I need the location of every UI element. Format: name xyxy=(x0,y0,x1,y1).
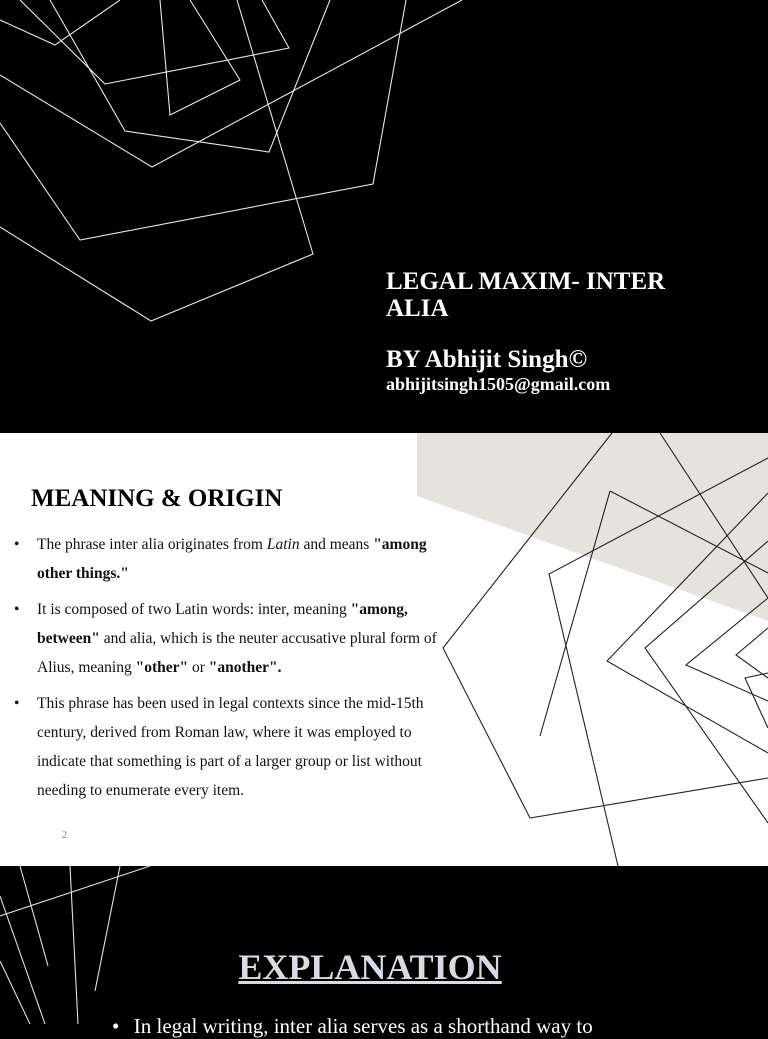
bullet-item xyxy=(14,530,439,588)
bullet-text: and means xyxy=(299,536,374,553)
bullet-text: "another". xyxy=(208,659,282,676)
bullet-text: In legal writing, inter alia serves as a shorthand way to xyxy=(133,1014,593,1038)
bullet-item xyxy=(14,595,439,682)
bullet-text: The phrase inter alia originates from xyxy=(37,536,267,553)
author-name: BY Abhijit Singh© xyxy=(386,346,588,373)
presentation-title: LEGAL MAXIM- INTER ALIA xyxy=(386,268,666,322)
author-email: abhijitsingh1505@gmail.com xyxy=(386,374,611,394)
section-heading: MEANING & ORIGIN xyxy=(31,485,283,512)
bullet-item: • In legal writing, inter alia serves as a shorthand way to xyxy=(112,1014,593,1038)
section-heading: EXPLANATION xyxy=(238,947,502,987)
bullet-list xyxy=(14,530,439,812)
slide-meaning-origin xyxy=(0,433,768,866)
slide-title xyxy=(0,0,768,433)
page-number: 2 xyxy=(62,830,67,841)
bullet-text: and alia, which is the neuter accusative plural form of Alius, meaning xyxy=(37,630,437,676)
geometric-lines-decoration xyxy=(0,866,768,1024)
bullet-text: "among other things." xyxy=(37,536,427,582)
bullet-text: It is composed of two Latin words: inter, meaning xyxy=(37,601,351,618)
bullet-text: or xyxy=(188,659,209,676)
slide-explanation xyxy=(0,866,768,1038)
bullet-text: "among, between" xyxy=(37,601,408,647)
bullet-text: Latin xyxy=(266,536,300,553)
geometric-lines-decoration xyxy=(0,0,768,433)
beige-shape xyxy=(417,433,768,621)
bullet-item xyxy=(14,689,439,805)
bullet-text: This phrase has been used in legal contexts since the mid-15th century, derived from Roman law, where it was employed to indicate that something is part of a larger group or list without needing to enumerate every item. xyxy=(37,695,424,799)
bullet-text: "other" xyxy=(135,659,189,676)
